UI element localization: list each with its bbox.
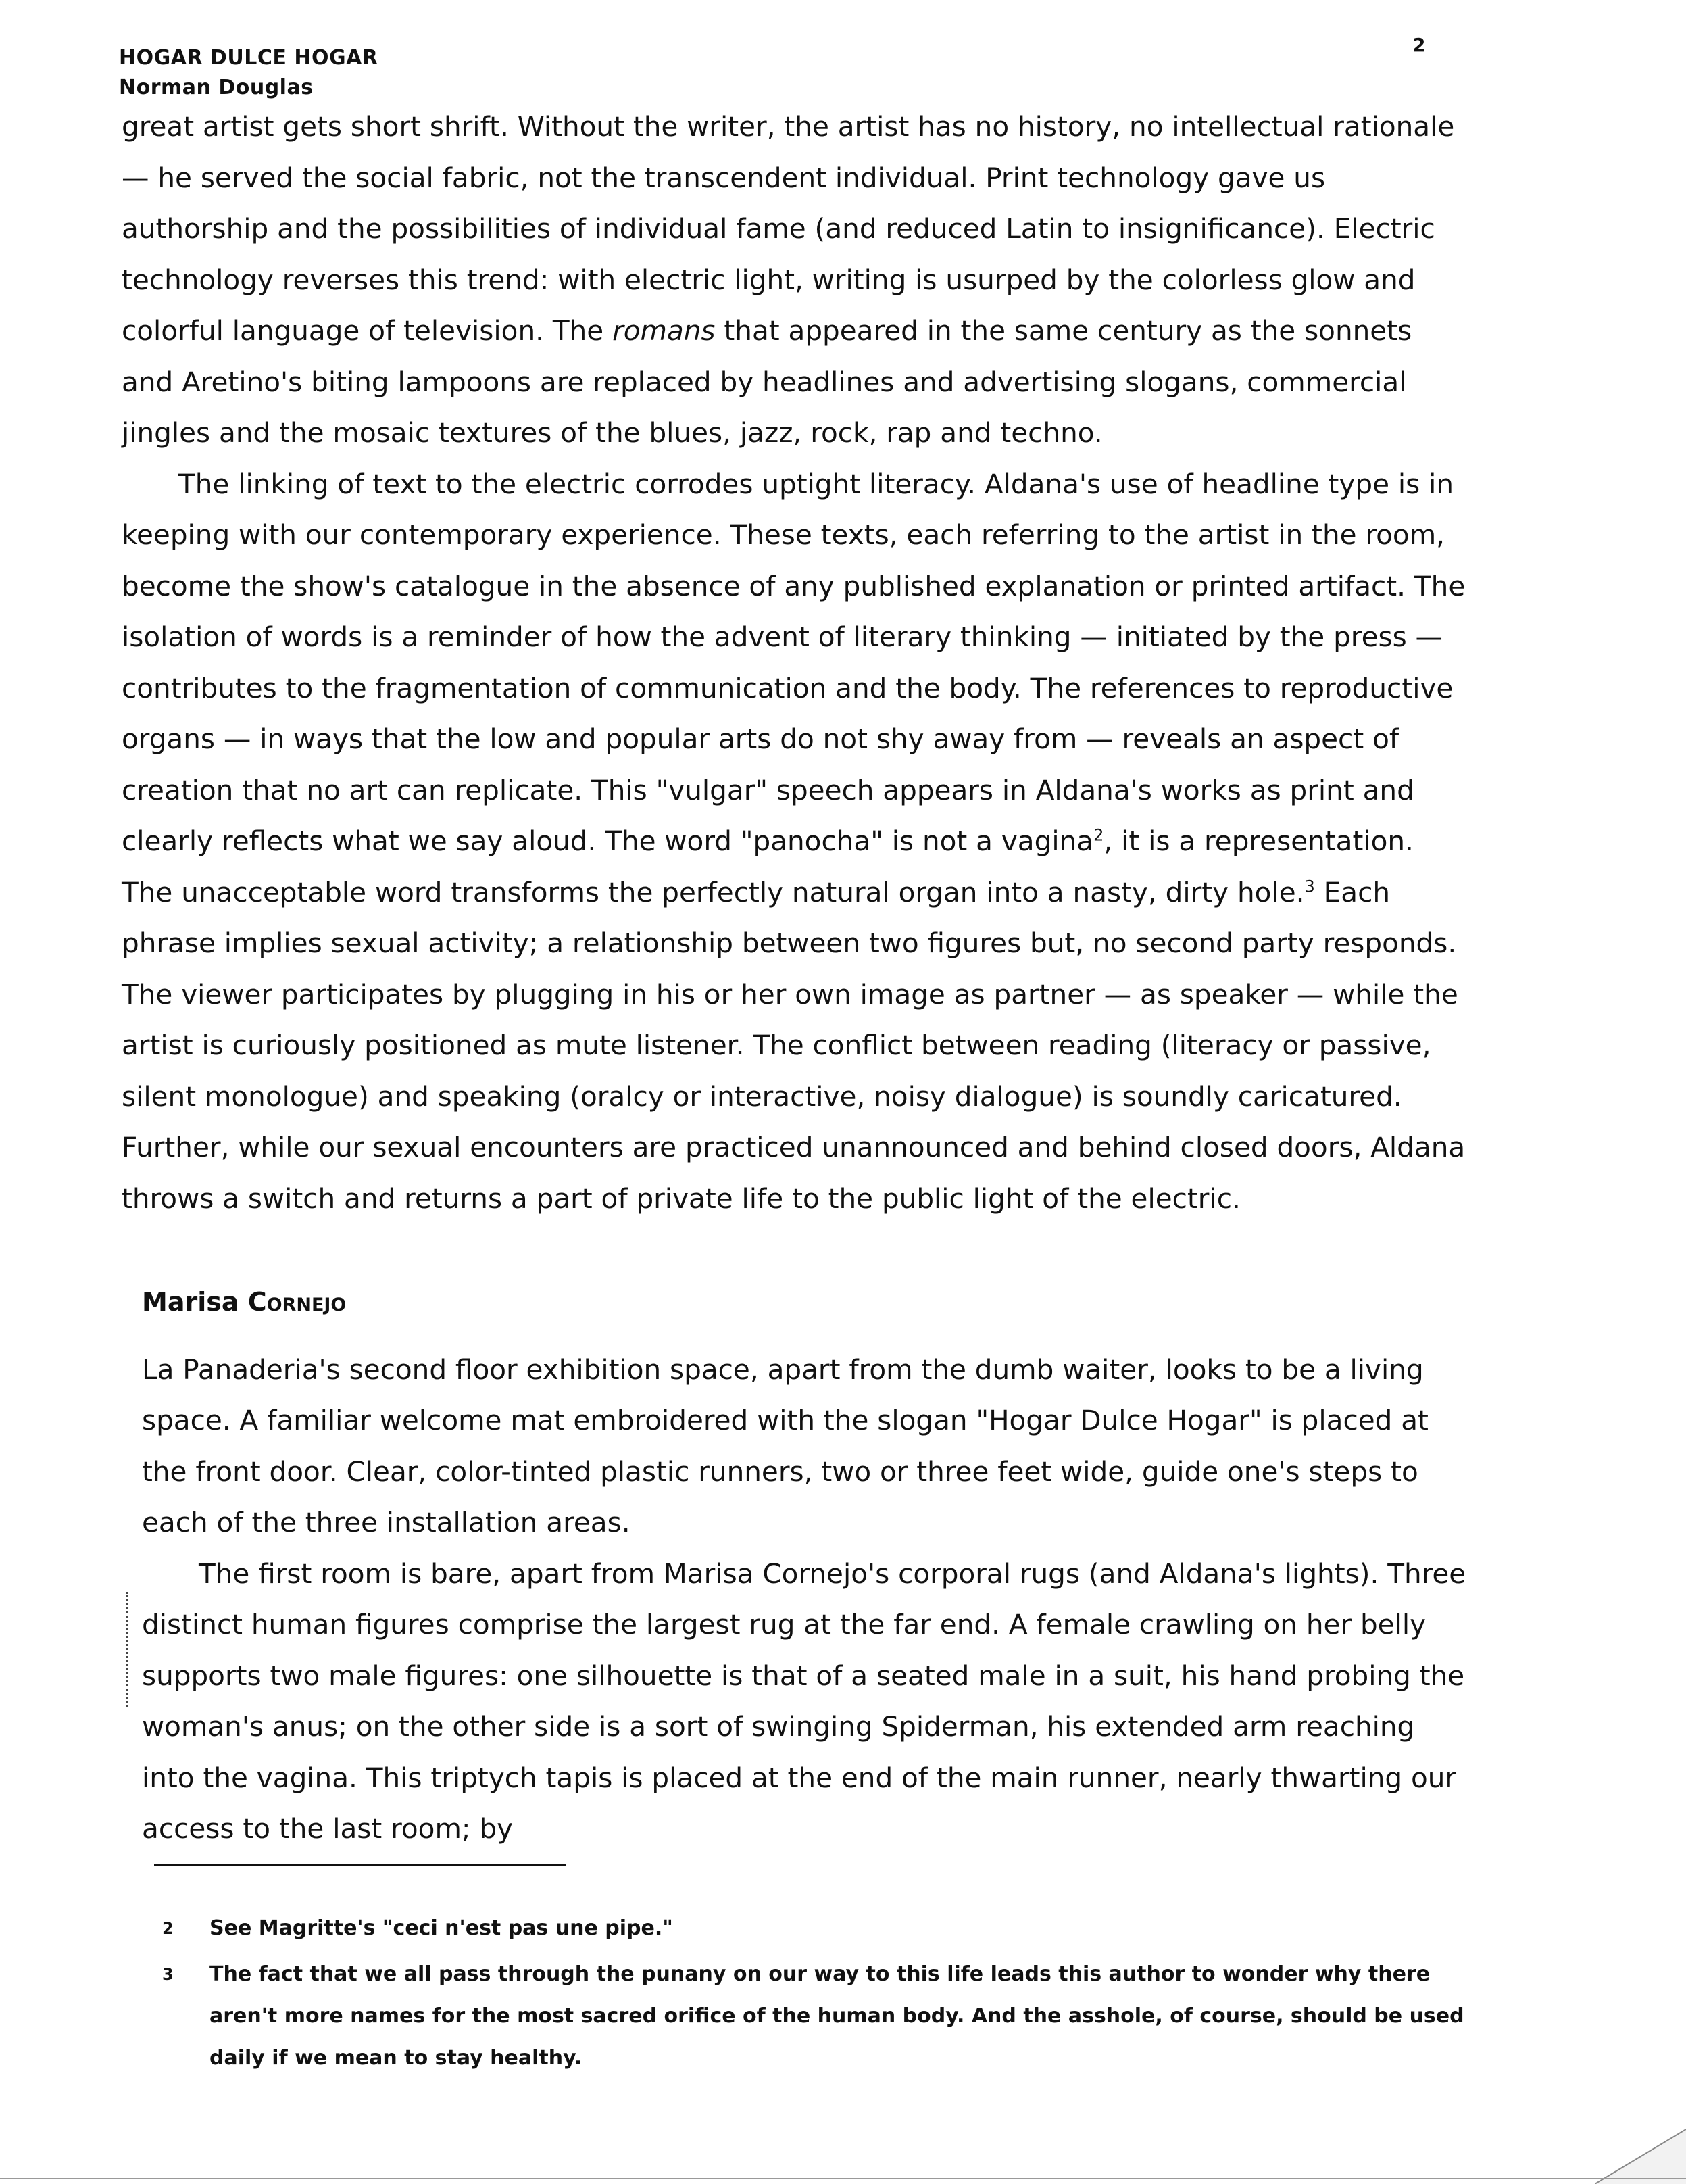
footnote-ref-2[interactable]: 2 (1093, 825, 1104, 845)
page-corner-curl (1595, 2129, 1686, 2184)
section-heading-first: Marisa (142, 1287, 239, 1317)
footnote-number: 2 (162, 1919, 174, 1938)
paragraph-text: The (552, 314, 604, 347)
paragraph-text: Each phrase implies sexual activity; a relationship between two figures but, no second party responds. The viewer participates by plugging in his or her own image as partner — as speaker — while the artist is curiously positioned as mute listener. The conflict between reading (literacy or passive, silent monologue) and speaking (oralcy or interactive, noisy dialogue) is soundly caricatured. Further, while our sexual encounters are practiced unannounced and behind closed doors, Aldana throws a switch and returns a part of private life to the public light of the electric. (122, 875, 1466, 1215)
footnote-number: 3 (162, 1965, 174, 1984)
author-name: Norman Douglas (119, 76, 314, 99)
paragraph-text: great artist gets short shrift. Without the writer, the artist has no history, no intellectual rationale — he served the social fabric, not the transcendent individual. Print technology gave us authorship and the possibilities of individual fame (and reduced Latin to insignificance). Electric technology reverses this trend: with electric light, writing is usurped by the colorless glow and colorful language of television. (122, 110, 1455, 347)
section-heading (142, 1277, 1466, 1328)
running-header (119, 43, 378, 103)
page-number: 2 (1412, 34, 1426, 56)
footnote-3 (162, 1954, 1480, 2079)
paragraph-first-room (142, 1549, 1466, 1855)
footnote-ref-3[interactable]: 3 (1304, 877, 1315, 896)
footnote-separator (154, 1864, 566, 1866)
paragraph-continuation (122, 101, 1466, 459)
paragraph-text: that appeared in the same century as the sonnets and Aretino's biting lampoons are replaced by headlines and advertising slogans, commercial jingles and the mosaic textures of the blues, jazz, rock, rap and techno. (122, 314, 1412, 449)
body-text (122, 101, 1466, 1855)
paragraph-text: The first room is bare, apart from Marisa Cornejo's corporal rugs (and Aldana's lights). Three distinct human figures comprise the largest rug at the far end. A female crawling on her belly supports two male figures: one silhouette is that of a seated male in a suit, his hand probing the woman's anus; on the other side is a sort of swinging Spiderman, his extended arm reaching into the vagina. This triptych tapis is placed at the end of the main runner, nearly thwarting our access to the last room; by (142, 1557, 1466, 1845)
paragraph-panaderia (142, 1344, 1466, 1549)
section-heading-last: Cornejo (247, 1287, 347, 1317)
footnote-text: The fact that we all pass through the punany on our way to this life leads this author to wonder why there aren't more names for the most sacred orifice of the human body. And the asshole, of course, should be used daily if we mean to stay healthy. (209, 1962, 1464, 2070)
paragraph-aldana (122, 459, 1466, 1225)
paragraph-text: La Panaderia's second floor exhibition space, apart from the dumb waiter, looks to be a living space. A familiar welcome mat embroidered with the slogan "Hogar Dulce Hogar" is placed at the front door. Clear, color-tinted plastic runners, two or three feet wide, guide one's steps to each of the three installation areas. (142, 1353, 1429, 1538)
footnote-text: See Magritte's "ceci n'est pas une pipe." (209, 1916, 673, 1940)
document-title: HOGAR DULCE HOGAR (119, 46, 378, 70)
scan-bottom-edge (0, 2178, 1686, 2179)
paragraph-text: , it is a representation. The unacceptable word transforms the perfectly natural organ into a nasty, dirty hole. (122, 825, 1414, 908)
footnotes (162, 1908, 1480, 2083)
margin-pencil-mark (126, 1592, 128, 1707)
footnote-2 (162, 1908, 1480, 1949)
paragraph-text: The linking of text to the electric corrodes uptight literacy. Aldana's use of headline type is in keeping with our contemporary experience. These texts, each referring to the artist in the room, become the show's catalogue in the absence of any published explanation or printed artifact. The isolation of words is a reminder of how the advent of literary thinking — initiated by the press — contributes to the fragmentation of communication and the body. The references to reproductive organs — in ways that the low and popular arts do not shy away from — reveals an aspect of creation that no art can replicate. This "vulgar" speech appears in Aldana's works as print and clearly reflects what we say aloud. The word "panocha" is not a vagina (122, 467, 1466, 857)
emphasized-word: romans (612, 314, 716, 347)
